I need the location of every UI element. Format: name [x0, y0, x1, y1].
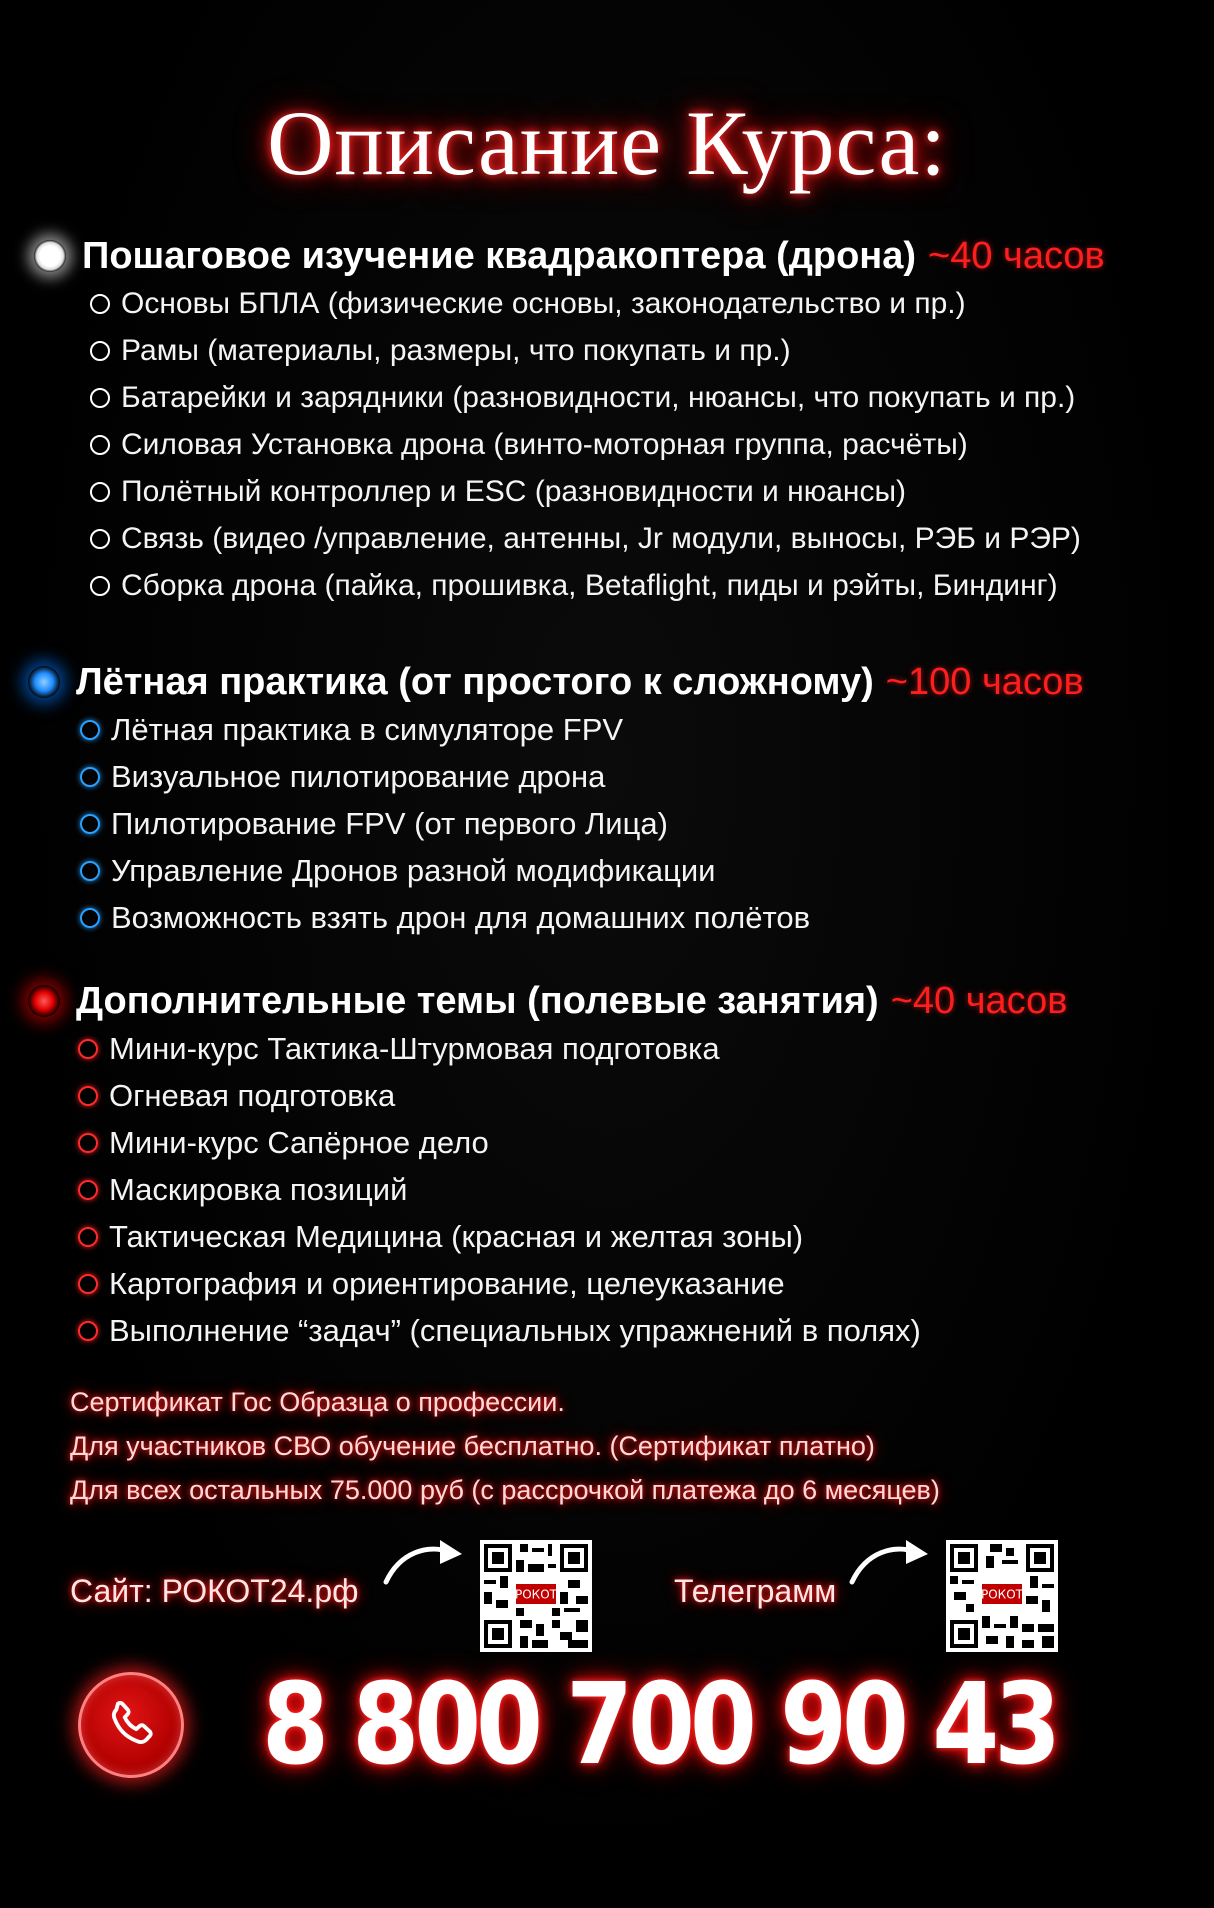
- circle-bullet-icon: [78, 1274, 98, 1294]
- section-items: [0, 1025, 1214, 1354]
- list-item: [90, 280, 1214, 327]
- circle-bullet-icon: [78, 1039, 98, 1059]
- list-item-text: Мини-курс Тактика-Штурмовая подготовка: [109, 1030, 720, 1066]
- section-title: Дополнительные темы (полевые занятия): [76, 979, 879, 1022]
- list-item: [80, 800, 1214, 847]
- circle-bullet-icon: [90, 388, 110, 408]
- list-item: [80, 706, 1214, 753]
- circle-bullet-icon: [80, 720, 100, 740]
- section-drone-study: [0, 232, 1214, 609]
- qr-logo-text: РОКОТ: [981, 1587, 1023, 1602]
- red-glow-bullet-icon: [28, 985, 60, 1017]
- section-items: [0, 706, 1214, 941]
- list-item-text: Мини-курс Сапёрное дело: [109, 1124, 489, 1160]
- list-item-text: Связь (видео /управление, антенны, Jr модули, выносы, РЭБ и РЭР): [121, 521, 1081, 555]
- telegram-qr-code[interactable]: [946, 1540, 1058, 1652]
- section-heading: [0, 658, 1214, 706]
- list-item-text: Выполнение “задач” (специальных упражнений в полях): [109, 1312, 921, 1348]
- list-item: [90, 421, 1214, 468]
- qr-code-icon: [480, 1540, 592, 1652]
- list-item-text: Возможность взять дрон для домашних полётов: [111, 899, 811, 935]
- list-item: [80, 847, 1214, 894]
- list-item: [90, 562, 1214, 609]
- section-hours: ~100 часов: [885, 660, 1084, 703]
- circle-bullet-icon: [80, 767, 100, 787]
- list-item-text: Управление Дронов разной модификации: [111, 852, 716, 888]
- site-qr-code[interactable]: [480, 1540, 592, 1652]
- list-item-text: Маскировка позиций: [109, 1171, 408, 1207]
- list-item-text: Тактическая Медицина (красная и желтая зоны): [109, 1218, 804, 1254]
- list-item: [78, 1119, 1214, 1166]
- list-item-text: Визуальное пилотирование дрона: [111, 758, 606, 794]
- section-extra-topics: [0, 977, 1214, 1354]
- curved-arrow-icon: [846, 1530, 936, 1590]
- circle-bullet-icon: [80, 814, 100, 834]
- section-title: Лётная практика (от простого к сложному): [76, 660, 874, 703]
- circle-bullet-icon: [90, 294, 110, 314]
- phone-icon: [102, 1696, 160, 1754]
- list-item-text: Основы БПЛА (физические основы, законодательство и пр.): [121, 286, 966, 320]
- list-item: [80, 753, 1214, 800]
- qr-code-icon: [946, 1540, 1058, 1652]
- list-item: [90, 374, 1214, 421]
- list-item: [90, 515, 1214, 562]
- list-item: [78, 1166, 1214, 1213]
- qr-logo-text: РОКОТ: [515, 1587, 557, 1602]
- list-item: [90, 327, 1214, 374]
- list-item-text: Огневая подготовка: [109, 1077, 396, 1113]
- list-item-text: Картография и ориентирование, целеуказание: [109, 1265, 785, 1301]
- section-title: Пошаговое изучение квадракоптера (дрона): [82, 234, 917, 277]
- list-item-text: Батарейки и зарядники (разновидности, нюансы, что покупать и пр.): [121, 380, 1076, 414]
- phone-number[interactable]: 8 800 700 90 43: [262, 1660, 1056, 1790]
- note-certificate: Сертификат Гос Образца о профессии.: [70, 1387, 565, 1417]
- circle-bullet-icon: [80, 908, 100, 928]
- list-item-text: Рамы (материалы, размеры, что покупать и пр.): [121, 333, 791, 367]
- note-svo-free: Для участников СВО обучение бесплатно. (Сертификат платно): [70, 1431, 875, 1461]
- section-items: [0, 280, 1214, 609]
- circle-bullet-icon: [78, 1180, 98, 1200]
- section-heading: [0, 232, 1214, 280]
- list-item-text: Полётный контроллер и ESC (разновидности и нюансы): [121, 474, 907, 508]
- curved-arrow-icon: [380, 1530, 470, 1590]
- blue-glow-bullet-icon: [28, 666, 60, 698]
- list-item: [90, 468, 1214, 515]
- phone-button[interactable]: [78, 1672, 184, 1778]
- section-flight-practice: [0, 658, 1214, 941]
- circle-bullet-icon: [90, 576, 110, 596]
- note-price: Для всех остальных 75.000 руб (с рассрочкой платежа до 6 месяцев): [70, 1475, 940, 1505]
- site-link[interactable]: Сайт: РОКОТ24.рф: [70, 1573, 359, 1609]
- circle-bullet-icon: [78, 1086, 98, 1106]
- price-notes: [70, 1380, 1190, 1512]
- list-item-text: Сборка дрона (пайка, прошивка, Betaflight, пиды и рэйты, Биндинг): [121, 568, 1058, 602]
- list-item-text: Пилотирование FPV (от первого Лица): [111, 805, 668, 841]
- circle-bullet-icon: [78, 1133, 98, 1153]
- section-heading: [0, 977, 1214, 1025]
- circle-bullet-icon: [90, 482, 110, 502]
- list-item-text: Лётная практика в симуляторе FPV: [111, 711, 624, 747]
- circle-bullet-icon: [80, 861, 100, 881]
- page-title: Описание Курса:: [267, 92, 947, 194]
- circle-bullet-icon: [78, 1227, 98, 1247]
- telegram-link[interactable]: Телеграмм: [674, 1573, 837, 1609]
- white-glow-bullet-icon: [34, 240, 66, 272]
- circle-bullet-icon: [90, 341, 110, 361]
- section-hours: ~40 часов: [928, 234, 1105, 277]
- list-item: [78, 1260, 1214, 1307]
- list-item: [80, 894, 1214, 941]
- list-item: [78, 1307, 1214, 1354]
- list-item-text: Силовая Установка дрона (винто-моторная группа, расчёты): [121, 427, 968, 461]
- list-item: [78, 1213, 1214, 1260]
- list-item: [78, 1025, 1214, 1072]
- circle-bullet-icon: [78, 1321, 98, 1341]
- circle-bullet-icon: [90, 435, 110, 455]
- circle-bullet-icon: [90, 529, 110, 549]
- list-item: [78, 1072, 1214, 1119]
- section-hours: ~40 часов: [890, 979, 1068, 1022]
